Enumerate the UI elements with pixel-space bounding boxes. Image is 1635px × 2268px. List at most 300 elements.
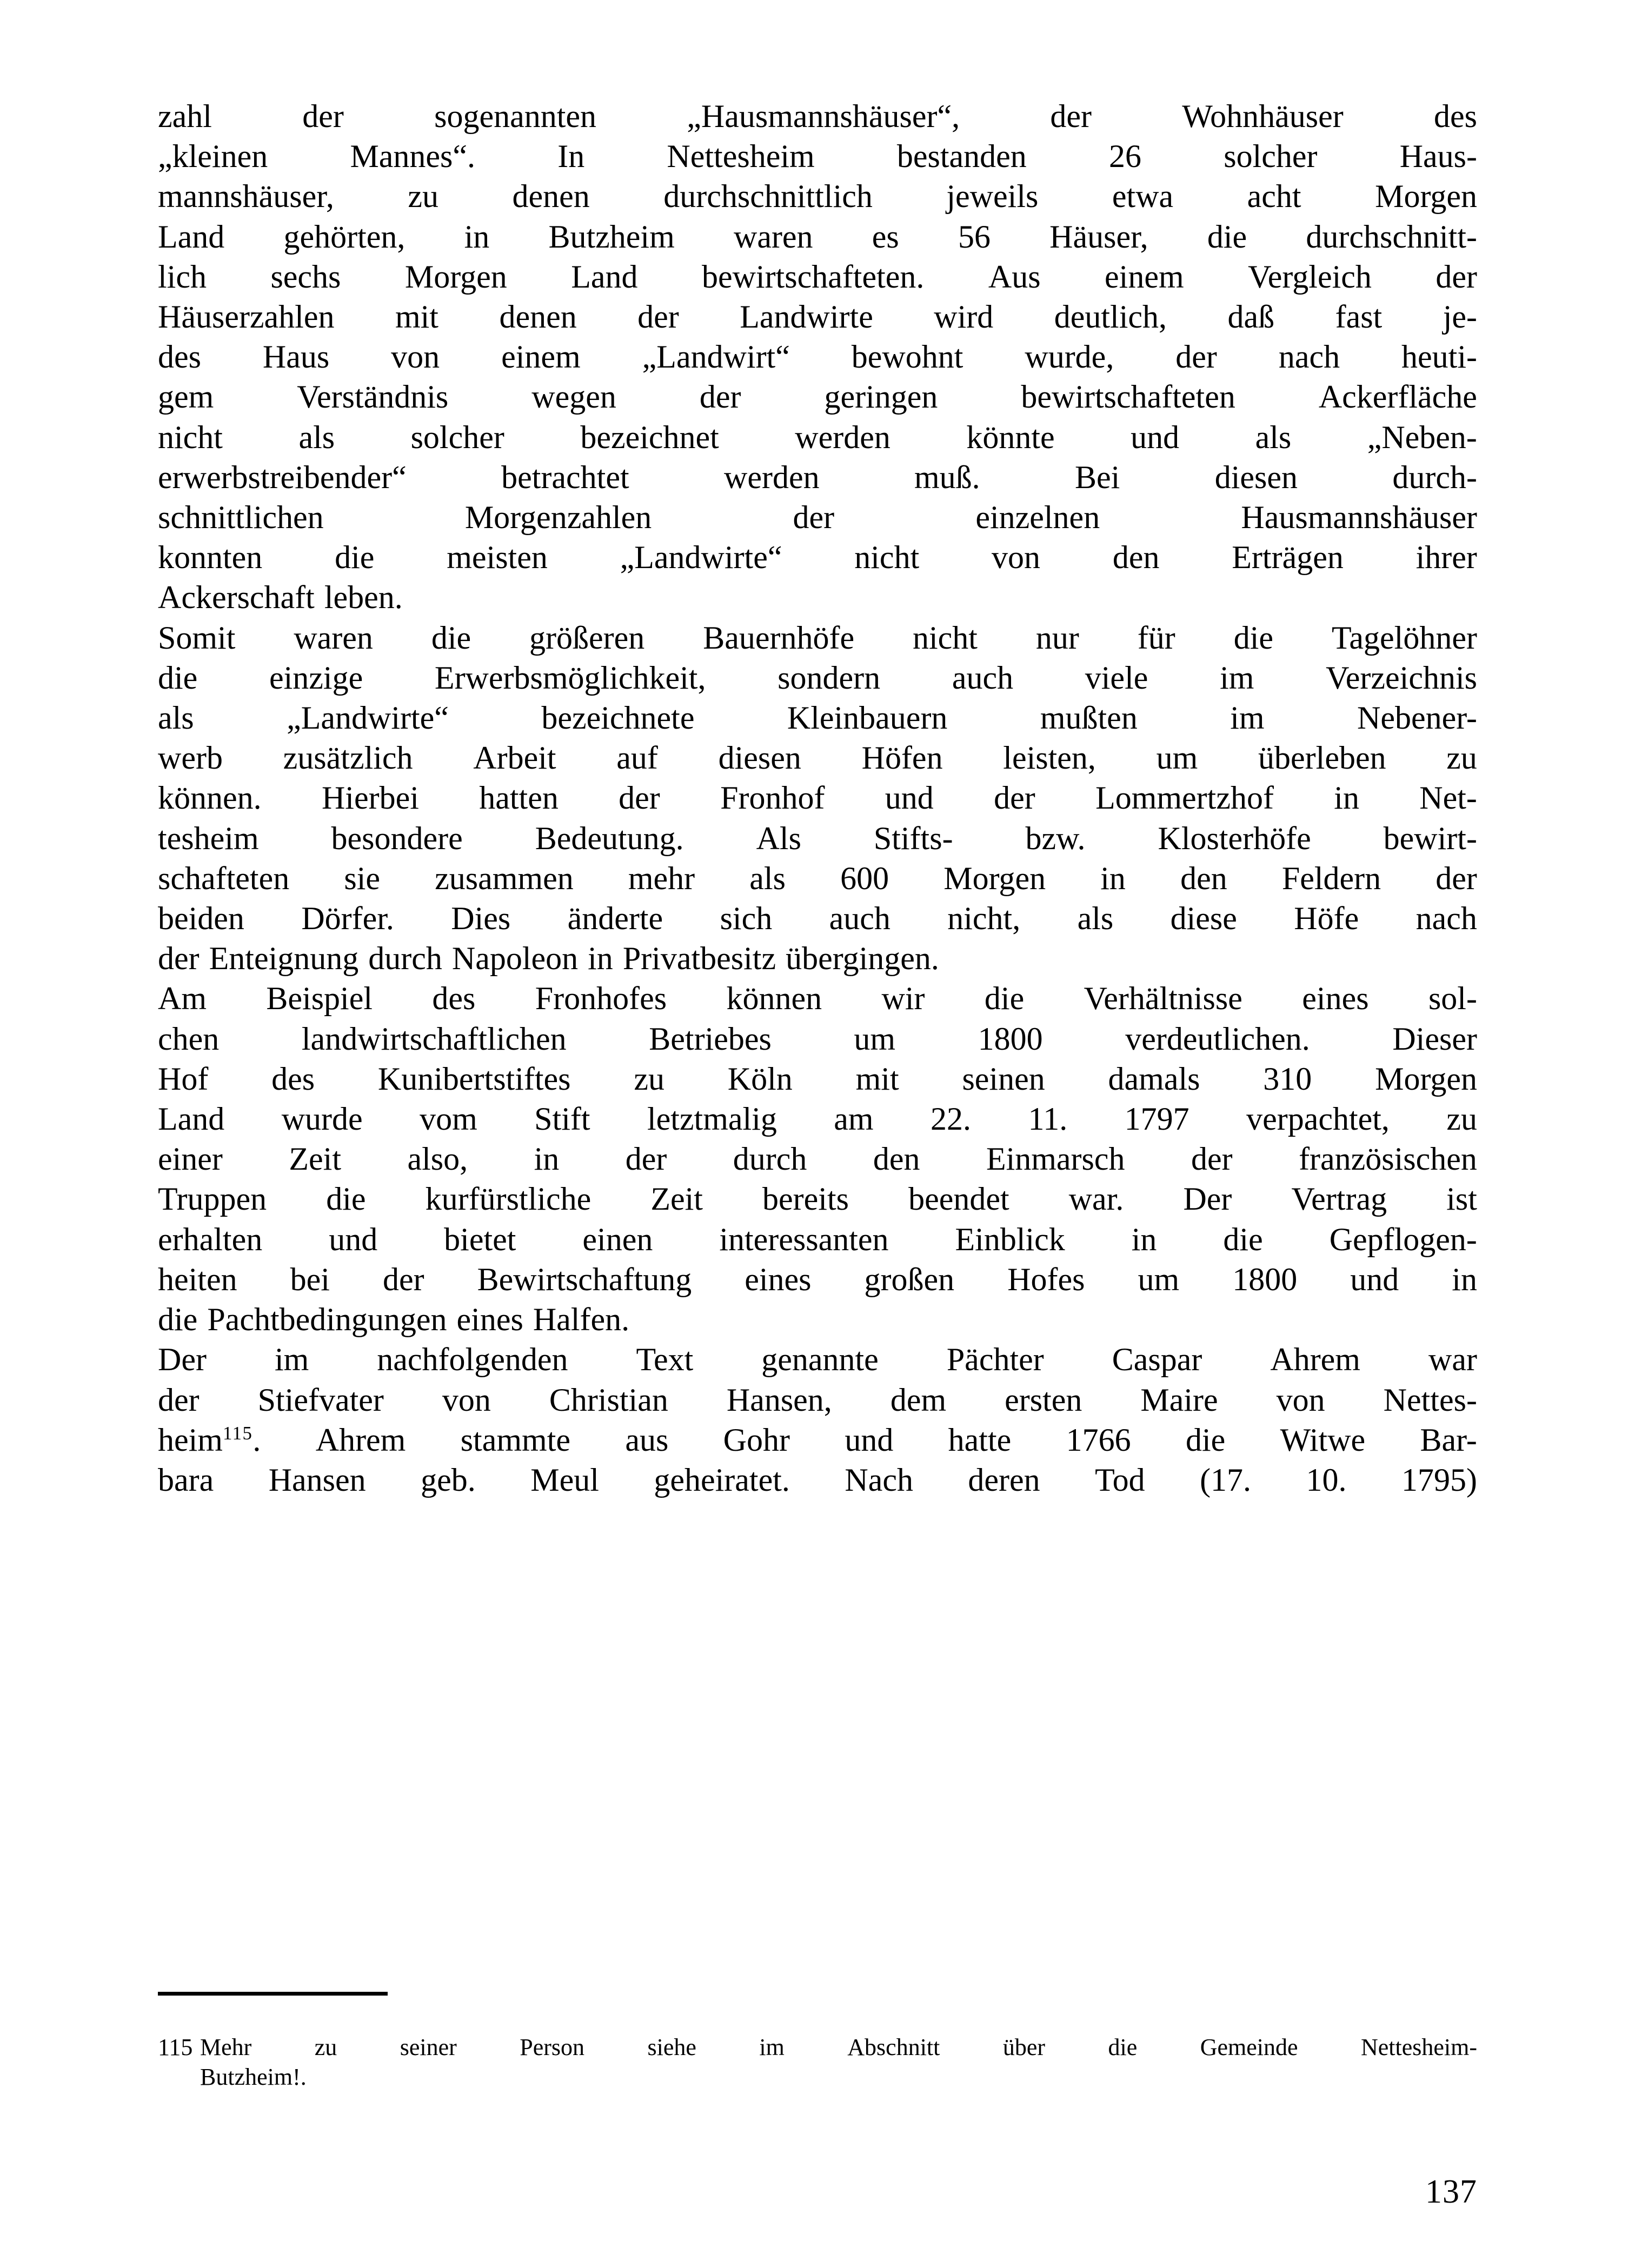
word: Bar-: [1420, 1422, 1477, 1458]
paragraph: [158, 1339, 1477, 1500]
word: der: [158, 1382, 200, 1418]
word: Napoleon: [451, 940, 579, 977]
word: der: [1050, 98, 1092, 134]
word: „Neben-: [1367, 419, 1477, 455]
word: der: [994, 780, 1035, 816]
word: im: [1220, 659, 1254, 696]
word: werden: [795, 419, 890, 455]
word: diesen: [1214, 459, 1298, 495]
word: Fronhofes: [535, 980, 667, 1017]
word: Privatbesitz: [622, 940, 776, 977]
word: sechs: [270, 258, 341, 295]
word: geb.: [421, 1462, 476, 1498]
word: heuti-: [1401, 339, 1477, 375]
word: durch: [368, 940, 442, 977]
word: wird: [934, 299, 994, 335]
word: zusätzlich: [283, 740, 413, 776]
word: Lommertzhof: [1095, 780, 1274, 816]
word: deren: [968, 1462, 1040, 1498]
word: Butzheim: [548, 218, 675, 255]
word: ist: [1446, 1181, 1477, 1217]
text-line: [158, 1099, 1477, 1139]
word: leisten,: [1003, 740, 1096, 776]
word: 56: [958, 218, 991, 255]
word: ihrer: [1415, 539, 1477, 576]
word: nach: [1415, 900, 1477, 937]
word: des: [158, 339, 201, 375]
word: zu: [314, 2034, 337, 2060]
word: 600: [840, 860, 889, 896]
word: den: [1180, 860, 1227, 896]
text-line: [158, 1219, 1477, 1259]
word: Erwerbsmöglichkeit,: [434, 659, 706, 696]
word: wurde: [281, 1101, 363, 1137]
word: war: [1428, 1342, 1477, 1378]
word: der: [302, 98, 344, 134]
word: Einmarsch: [986, 1141, 1125, 1177]
word: von: [391, 339, 440, 375]
word: auch: [952, 659, 1014, 696]
word: einer: [158, 1141, 223, 1177]
word: wir: [881, 980, 925, 1017]
word: Nettes-: [1383, 1382, 1477, 1418]
word: auch: [829, 900, 890, 937]
word: zu: [1446, 1101, 1477, 1137]
text-line: [158, 417, 1477, 457]
word: der: [699, 379, 741, 415]
word: Der: [1183, 1181, 1232, 1217]
word: Vergleich: [1248, 258, 1372, 295]
word: nicht,: [947, 900, 1021, 937]
word: der: [625, 1141, 667, 1177]
word: chen: [158, 1020, 220, 1057]
word: konnten: [158, 539, 263, 576]
word: schafteten: [158, 860, 290, 896]
text-line: [158, 818, 1477, 858]
word: können.: [158, 780, 262, 816]
word: den: [1112, 539, 1160, 576]
word: als: [1077, 900, 1114, 937]
word: Erträgen: [1232, 539, 1344, 576]
footnote-line: [200, 2062, 1477, 2092]
word: die: [326, 1181, 366, 1217]
word: größeren: [529, 619, 645, 656]
word: Am: [158, 980, 207, 1017]
word: acht: [1247, 178, 1301, 215]
word: meisten: [447, 539, 548, 576]
word: beiden: [158, 900, 244, 937]
word: 310: [1263, 1060, 1312, 1097]
footnote-text: [200, 2032, 1477, 2092]
word: in: [1131, 1221, 1157, 1257]
word: als: [298, 419, 335, 455]
word: Fronhof: [720, 780, 825, 816]
text-line: [158, 738, 1477, 778]
text-line: [158, 176, 1477, 216]
word: schnittlichen: [158, 499, 324, 536]
word: eines: [745, 1261, 812, 1297]
text-line: [158, 1339, 1477, 1379]
footnote-number: 115: [158, 2034, 193, 2060]
word: der: [1191, 1141, 1233, 1177]
word: war.: [1068, 1181, 1124, 1217]
word: geheiratet.: [654, 1462, 790, 1498]
word: aus: [625, 1422, 669, 1458]
body-text-block: [158, 96, 1477, 1500]
word: um: [1138, 1261, 1180, 1297]
word: waren: [294, 619, 373, 656]
word: Als: [756, 820, 801, 856]
word: des: [271, 1060, 315, 1097]
word: muß.: [914, 459, 980, 495]
word: Witwe: [1280, 1422, 1366, 1458]
word: 1797: [1124, 1101, 1189, 1137]
word: Net-: [1419, 780, 1477, 816]
word: Gemeinde: [1200, 2034, 1298, 2060]
text-line: [158, 1179, 1477, 1219]
word: vom: [420, 1101, 477, 1137]
word: von: [1276, 1382, 1325, 1418]
text-line: [158, 1019, 1477, 1059]
word: nach: [1278, 339, 1340, 375]
word: die: [1233, 619, 1274, 656]
word: 1800: [978, 1020, 1043, 1057]
footnote-separator-rule: [158, 1992, 388, 1996]
word: „Landwirte“: [287, 700, 449, 736]
word: Zeit: [650, 1181, 703, 1217]
word: mit: [855, 1060, 899, 1097]
word: in: [1334, 780, 1359, 816]
word: durch-: [1392, 459, 1477, 495]
word: Butzheim!.: [200, 2064, 307, 2090]
text-line: [158, 618, 1477, 658]
word: übergingen.: [786, 940, 939, 977]
word: nicht: [913, 619, 978, 656]
word: Betriebes: [649, 1020, 772, 1057]
word: geringen: [824, 379, 938, 415]
word: über: [1002, 2034, 1046, 2060]
word: Hierbei: [321, 780, 419, 816]
word: Bauernhöfe: [703, 619, 855, 656]
paragraph: [158, 978, 1477, 1339]
word: 10.: [1306, 1462, 1347, 1498]
word: in: [1100, 860, 1126, 896]
word: mußten: [1040, 700, 1138, 736]
word: Caspar: [1112, 1342, 1202, 1378]
word: 1795): [1401, 1462, 1477, 1498]
word: viele: [1085, 659, 1148, 696]
word: Christian: [549, 1382, 668, 1418]
word: der: [619, 780, 660, 816]
word: Ahrem: [315, 1422, 406, 1458]
word: (17.: [1200, 1462, 1252, 1498]
word: nicht: [158, 419, 223, 455]
text-line: [158, 1259, 1477, 1299]
word: zahl: [158, 98, 212, 134]
word: der: [637, 299, 679, 335]
text-line: [158, 96, 1477, 136]
word: einzige: [269, 659, 363, 696]
word: die: [984, 980, 1025, 1017]
word: erhalten: [158, 1221, 263, 1257]
word: bzw.: [1025, 820, 1086, 856]
word: etwa: [1112, 178, 1174, 215]
word: wegen: [531, 379, 616, 415]
word: einem: [1105, 258, 1184, 295]
word: sol-: [1428, 980, 1477, 1017]
word: denen: [512, 178, 590, 215]
word: Verständnis: [297, 379, 449, 415]
word: in: [588, 940, 613, 977]
word: dem: [890, 1382, 947, 1418]
word: denen: [499, 299, 577, 335]
word: mannshäuser,: [158, 178, 334, 215]
word: bewohnt: [851, 339, 963, 375]
text-line: [158, 1299, 1477, 1339]
text-line: [158, 1059, 1477, 1099]
word: Land: [571, 258, 638, 295]
text-line: [158, 898, 1477, 938]
word: der: [793, 499, 835, 536]
word: und: [845, 1422, 894, 1458]
word: mehr: [628, 860, 695, 896]
word: wurde,: [1025, 339, 1114, 375]
word: am: [834, 1101, 874, 1137]
text-line: [158, 1380, 1477, 1420]
word: „Landwirt“: [642, 339, 790, 375]
text-line: [158, 297, 1477, 337]
word: betrachtet: [501, 459, 629, 495]
word: Bedeutung.: [535, 820, 684, 856]
word: Feldern: [1281, 860, 1381, 896]
word: Köln: [727, 1060, 793, 1097]
word: seiner: [400, 2034, 457, 2060]
word: durchschnitt-: [1306, 218, 1477, 255]
word: Morgen: [1375, 1060, 1477, 1097]
text-line: [158, 337, 1477, 377]
word: landwirtschaftlichen: [301, 1020, 567, 1057]
word: bezeichnet: [580, 419, 719, 455]
word: zusammen: [435, 860, 574, 896]
word: bewirt-: [1383, 820, 1477, 856]
word: Ackerfläche: [1318, 379, 1477, 415]
word: bezeichnete: [541, 700, 695, 736]
word: im: [274, 1342, 309, 1378]
word: des: [432, 980, 476, 1017]
word: im: [759, 2034, 785, 2060]
word: hatten: [479, 780, 559, 816]
page-body-content: [158, 96, 1477, 1500]
word: beendet: [908, 1181, 1009, 1217]
word: die: [335, 539, 375, 576]
word: Pächter: [946, 1342, 1044, 1378]
text-line: [158, 497, 1477, 537]
word: es: [872, 218, 899, 255]
text-line: [158, 377, 1477, 417]
paragraph: [158, 618, 1477, 979]
word: Text: [636, 1342, 694, 1378]
word: durchschnittlich: [663, 178, 873, 215]
word: bereits: [762, 1181, 849, 1217]
word: Kleinbauern: [787, 700, 948, 736]
word: als: [158, 700, 194, 736]
word: Hofes: [1007, 1261, 1085, 1297]
word: heiten: [158, 1261, 237, 1297]
word: „kleinen: [158, 138, 268, 175]
word: der: [1435, 860, 1477, 896]
word: den: [873, 1141, 920, 1177]
word: zu: [634, 1060, 664, 1097]
paragraph: [158, 96, 1477, 618]
word: zu: [408, 178, 438, 215]
word: die: [158, 1302, 198, 1338]
word: Haus: [262, 339, 330, 375]
word: jeweils: [946, 178, 1039, 215]
word: als: [749, 860, 786, 896]
text-line: [158, 658, 1477, 698]
word: um: [1156, 740, 1198, 776]
word: Aus: [988, 258, 1041, 295]
word: 26: [1109, 138, 1142, 175]
word: verdeutlichen.: [1125, 1020, 1310, 1057]
word: Arbeit: [473, 740, 556, 776]
word: sondern: [777, 659, 881, 696]
word: bewirtschafteten.: [701, 258, 925, 295]
word: Nettesheim: [667, 138, 815, 175]
word: bewirtschafteten: [1021, 379, 1235, 415]
word: Enteignung: [209, 940, 359, 977]
word: seinen: [962, 1060, 1045, 1097]
word: bestanden: [896, 138, 1027, 175]
word: der: [1435, 258, 1477, 295]
word: gehörten,: [283, 218, 406, 255]
text-line: [158, 978, 1477, 1018]
word: bei: [290, 1261, 330, 1297]
word: und: [329, 1221, 378, 1257]
word: Verhältnisse: [1084, 980, 1242, 1017]
word: die: [1185, 1422, 1226, 1458]
word: Somit: [158, 619, 236, 656]
text-line: [158, 257, 1477, 297]
word: die: [1108, 2034, 1138, 2060]
word: nur: [1035, 619, 1079, 656]
word: 22.: [931, 1101, 972, 1137]
word: Hausmannshäuser: [1241, 499, 1477, 536]
word: Dieser: [1392, 1020, 1477, 1057]
word: besondere: [331, 820, 463, 856]
word: Kunibertstiftes: [377, 1060, 571, 1097]
text-line: [158, 136, 1477, 176]
word: Stifts-: [873, 820, 953, 856]
word: Hof: [158, 1060, 209, 1097]
word: Der: [158, 1342, 207, 1378]
word: Stift: [534, 1101, 590, 1137]
word: Tagelöhner: [1331, 619, 1477, 656]
word: eines: [456, 1302, 523, 1338]
word: und: [1350, 1261, 1399, 1297]
word: Mehr: [200, 2034, 252, 2060]
word: der: [158, 940, 200, 977]
word: Morgenzahlen: [464, 499, 652, 536]
word: Truppen: [158, 1181, 267, 1217]
word: änderte: [567, 900, 663, 937]
text-line: [158, 938, 1477, 978]
word: daß: [1227, 299, 1275, 335]
word: Tod: [1095, 1462, 1145, 1498]
word: in: [534, 1141, 560, 1177]
word: in: [1452, 1261, 1477, 1297]
word: interessanten: [719, 1221, 889, 1257]
word: erwerbstreibender“: [158, 459, 407, 495]
word: Morgen: [1375, 178, 1477, 215]
word: einen: [582, 1221, 653, 1257]
word: gem: [158, 379, 214, 415]
word: Nach: [845, 1462, 913, 1498]
word: um: [854, 1020, 896, 1057]
word: Wohnhäuser: [1182, 98, 1344, 134]
word: werden: [724, 459, 820, 495]
word: Häuser,: [1049, 218, 1148, 255]
word: im: [1230, 700, 1265, 736]
word: „Landwirte“: [620, 539, 782, 576]
word: bara: [158, 1462, 214, 1498]
word: Klosterhöfe: [1158, 820, 1311, 856]
word: Meul: [530, 1462, 599, 1498]
word: Halfen.: [533, 1302, 630, 1338]
word: heim$^{115}$.: [158, 1422, 261, 1458]
word: überleben: [1258, 740, 1386, 776]
text-line: [158, 537, 1477, 577]
word: Bei: [1075, 459, 1120, 495]
text-line: [158, 1139, 1477, 1179]
word: 1800: [1232, 1261, 1298, 1297]
word: die: [158, 659, 198, 696]
word: Ackerschaft: [158, 579, 315, 616]
word: Landwirte: [740, 299, 873, 335]
word: eines: [1302, 980, 1369, 1017]
word: waren: [733, 218, 813, 255]
word: für: [1137, 619, 1175, 656]
word: „Hausmannshäuser“,: [687, 98, 960, 134]
word: und: [1131, 419, 1180, 455]
word: genannte: [761, 1342, 879, 1378]
word: bietet: [444, 1221, 516, 1257]
word: ersten: [1005, 1382, 1082, 1418]
word: leben.: [324, 579, 403, 616]
word: Beispiel: [266, 980, 373, 1017]
text-line: [158, 577, 1477, 617]
word: 11.: [1028, 1101, 1068, 1137]
word: verpachtet,: [1246, 1101, 1390, 1137]
word: Person: [520, 2034, 585, 2060]
word: solcher: [1224, 138, 1318, 175]
word: tesheim: [158, 820, 259, 856]
word: Ahrem: [1270, 1342, 1360, 1378]
word: In: [557, 138, 585, 175]
text-line: [158, 778, 1477, 818]
word: Haus-: [1399, 138, 1477, 175]
word: Pachtbedingungen: [207, 1302, 447, 1338]
word: von: [442, 1382, 491, 1418]
text-line: [158, 698, 1477, 738]
word: Stiefvater: [257, 1382, 384, 1418]
word: einem: [501, 339, 581, 375]
word: Nebener-: [1357, 700, 1477, 736]
word: großen: [864, 1261, 955, 1297]
footnote-reference: 115: [222, 1422, 253, 1444]
word: Gohr: [723, 1422, 790, 1458]
word: Hansen,: [726, 1382, 832, 1418]
